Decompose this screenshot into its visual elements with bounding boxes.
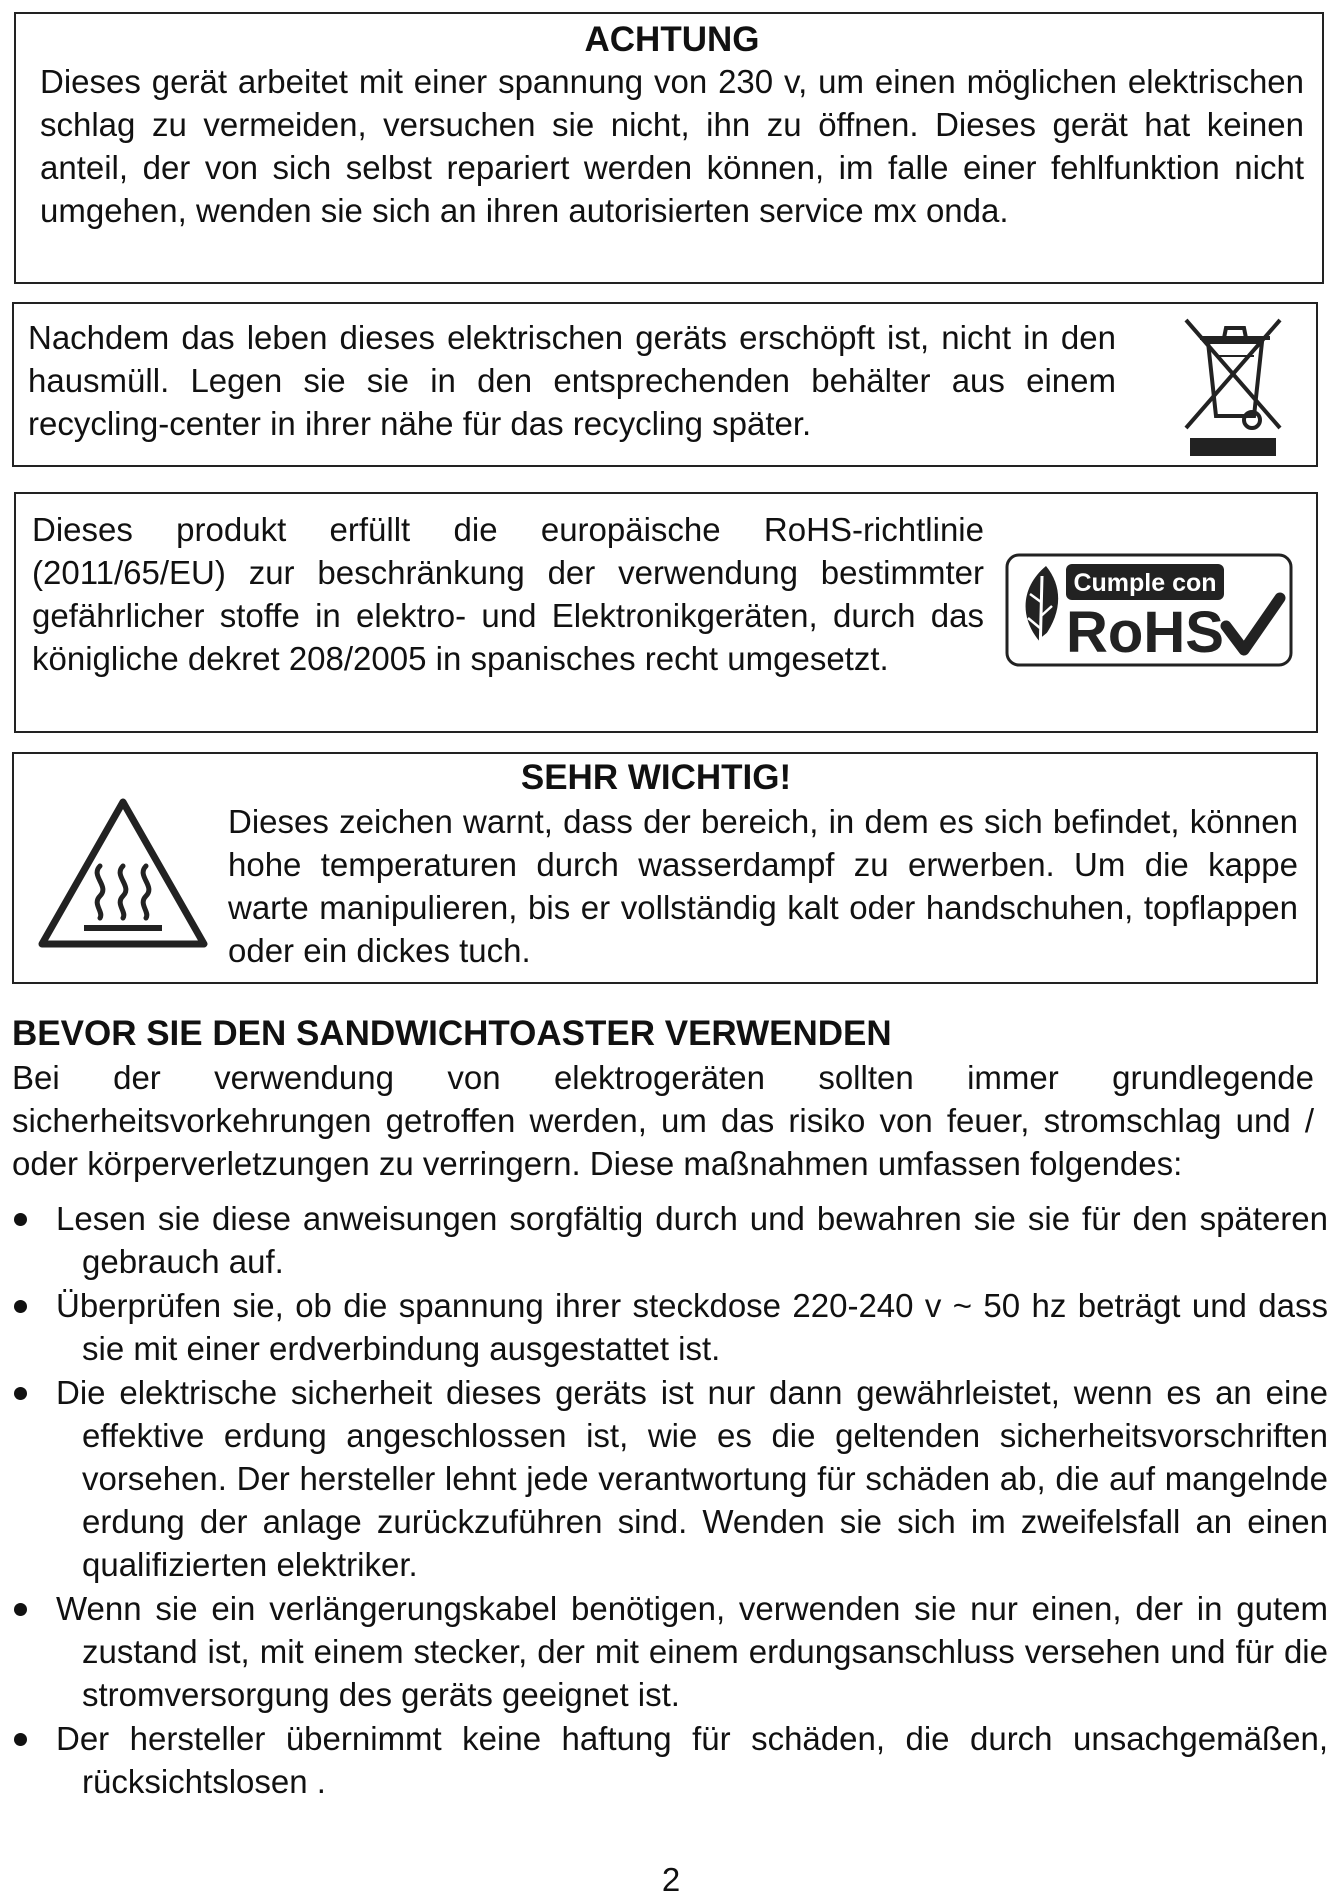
important-title: SEHR WICHTIG!	[520, 758, 792, 797]
recycling-text: Nachdem das leben dieses elektrischen geräts erschöpft ist, nicht in den hausmüll. Legen sie sie in den entsprechenden behälter aus einem recycling-center in ihrer nähe für das recycling später.	[28, 319, 1116, 442]
rohs-compliance-icon	[1004, 552, 1294, 668]
rohs-box	[14, 492, 1318, 733]
rohs-badge-main: RoHS	[1066, 600, 1224, 665]
crossed-out-wheelie-bin-icon	[1178, 312, 1288, 460]
list-item: Die elektrische sicherheit dieses geräts ist nur dann gewährleistet, wenn es an eine effektive erdung angeschlossen ist, wie es die geltenden sicherheitsvorschriften vorsehen. Der hersteller lehnt jede verantwortung für schäden ab, die auf mangelnde erdung der anlage zurückzuführen sind. Wenden sie sich im zweifelsfall an einen qualifizierten elektriker.	[12, 1371, 1328, 1586]
bullet-icon	[14, 1387, 27, 1400]
warning-box-achtung	[14, 12, 1324, 284]
hot-surface-warning-icon	[34, 794, 212, 954]
warning-text: Dieses gerät arbeitet mit einer spannung von 230 v, um einen möglichen elektrischen schlag zu vermeiden, versuchen sie nicht, ihn zu öffnen. Dieses gerät hat keinen anteil, der von sich selbst repariert werden können, im falle einer fehlfunktion nicht umgehen, wenden sie sich an ihren autorisierten service mx onda.	[40, 63, 1304, 229]
section-title: BEVOR SIE DEN SANDWICHTOASTER VERWENDEN	[12, 1014, 892, 1053]
list-item: Der hersteller übernimmt keine haftung für schäden, die durch unsachgemäßen, rücksichtslosen .	[12, 1717, 1328, 1803]
list-item: Lesen sie diese anweisungen sorgfältig durch und bewahren sie sie für den späteren gebrauch auf.	[12, 1197, 1328, 1283]
bullet-icon	[14, 1300, 27, 1313]
bullet-icon	[14, 1733, 27, 1746]
rohs-text: Dieses produkt erfüllt die europäische RoHS-richtlinie (2011/65/EU) zur beschränkung der verwendung bestimmter gefährlicher stoffe in elektro- und Elektronikgeräten, durch das königliche dekret 208/2005 in spanisches recht umgesetzt.	[32, 511, 984, 677]
warning-title: ACHTUNG	[584, 20, 760, 59]
list-item: Überprüfen sie, ob die spannung ihrer steckdose 220-240 v ~ 50 hz beträgt und dass sie mit einer erdverbindung ausgestattet ist.	[12, 1284, 1328, 1370]
important-box	[12, 752, 1318, 984]
rohs-badge-top: Cumple con	[1073, 569, 1217, 597]
page-number: 2	[661, 1861, 681, 1898]
bullet-icon	[14, 1603, 27, 1616]
section-intro: Bei der verwendung von elektrogeräten sollten immer grundlegende sicherheitsvorkehrungen getroffen werden, um das risiko von feuer, stromschlag und / oder körperverletzungen zu verringern. Diese maßnahmen umfassen folgendes:	[12, 1059, 1314, 1182]
important-text: Dieses zeichen warnt, dass der bereich, in dem es sich befindet, können hohe temperaturen durch wasserdampf zu erwerben. Um die kappe warte manipulieren, bis er vollständig kalt oder handschuhen, topflappen oder ein dickes tuch.	[228, 803, 1298, 969]
list-item: Wenn sie ein verlängerungskabel benötigen, verwenden sie nur einen, der in gutem zustand ist, mit einem stecker, der mit einem erdungsanschluss versehen und für die stromversorgung des geräts geeignet ist.	[12, 1587, 1328, 1716]
safety-list	[12, 1197, 1328, 1803]
safety-section	[12, 1012, 1328, 1804]
recycling-box	[12, 302, 1318, 467]
bullet-icon	[14, 1213, 27, 1226]
